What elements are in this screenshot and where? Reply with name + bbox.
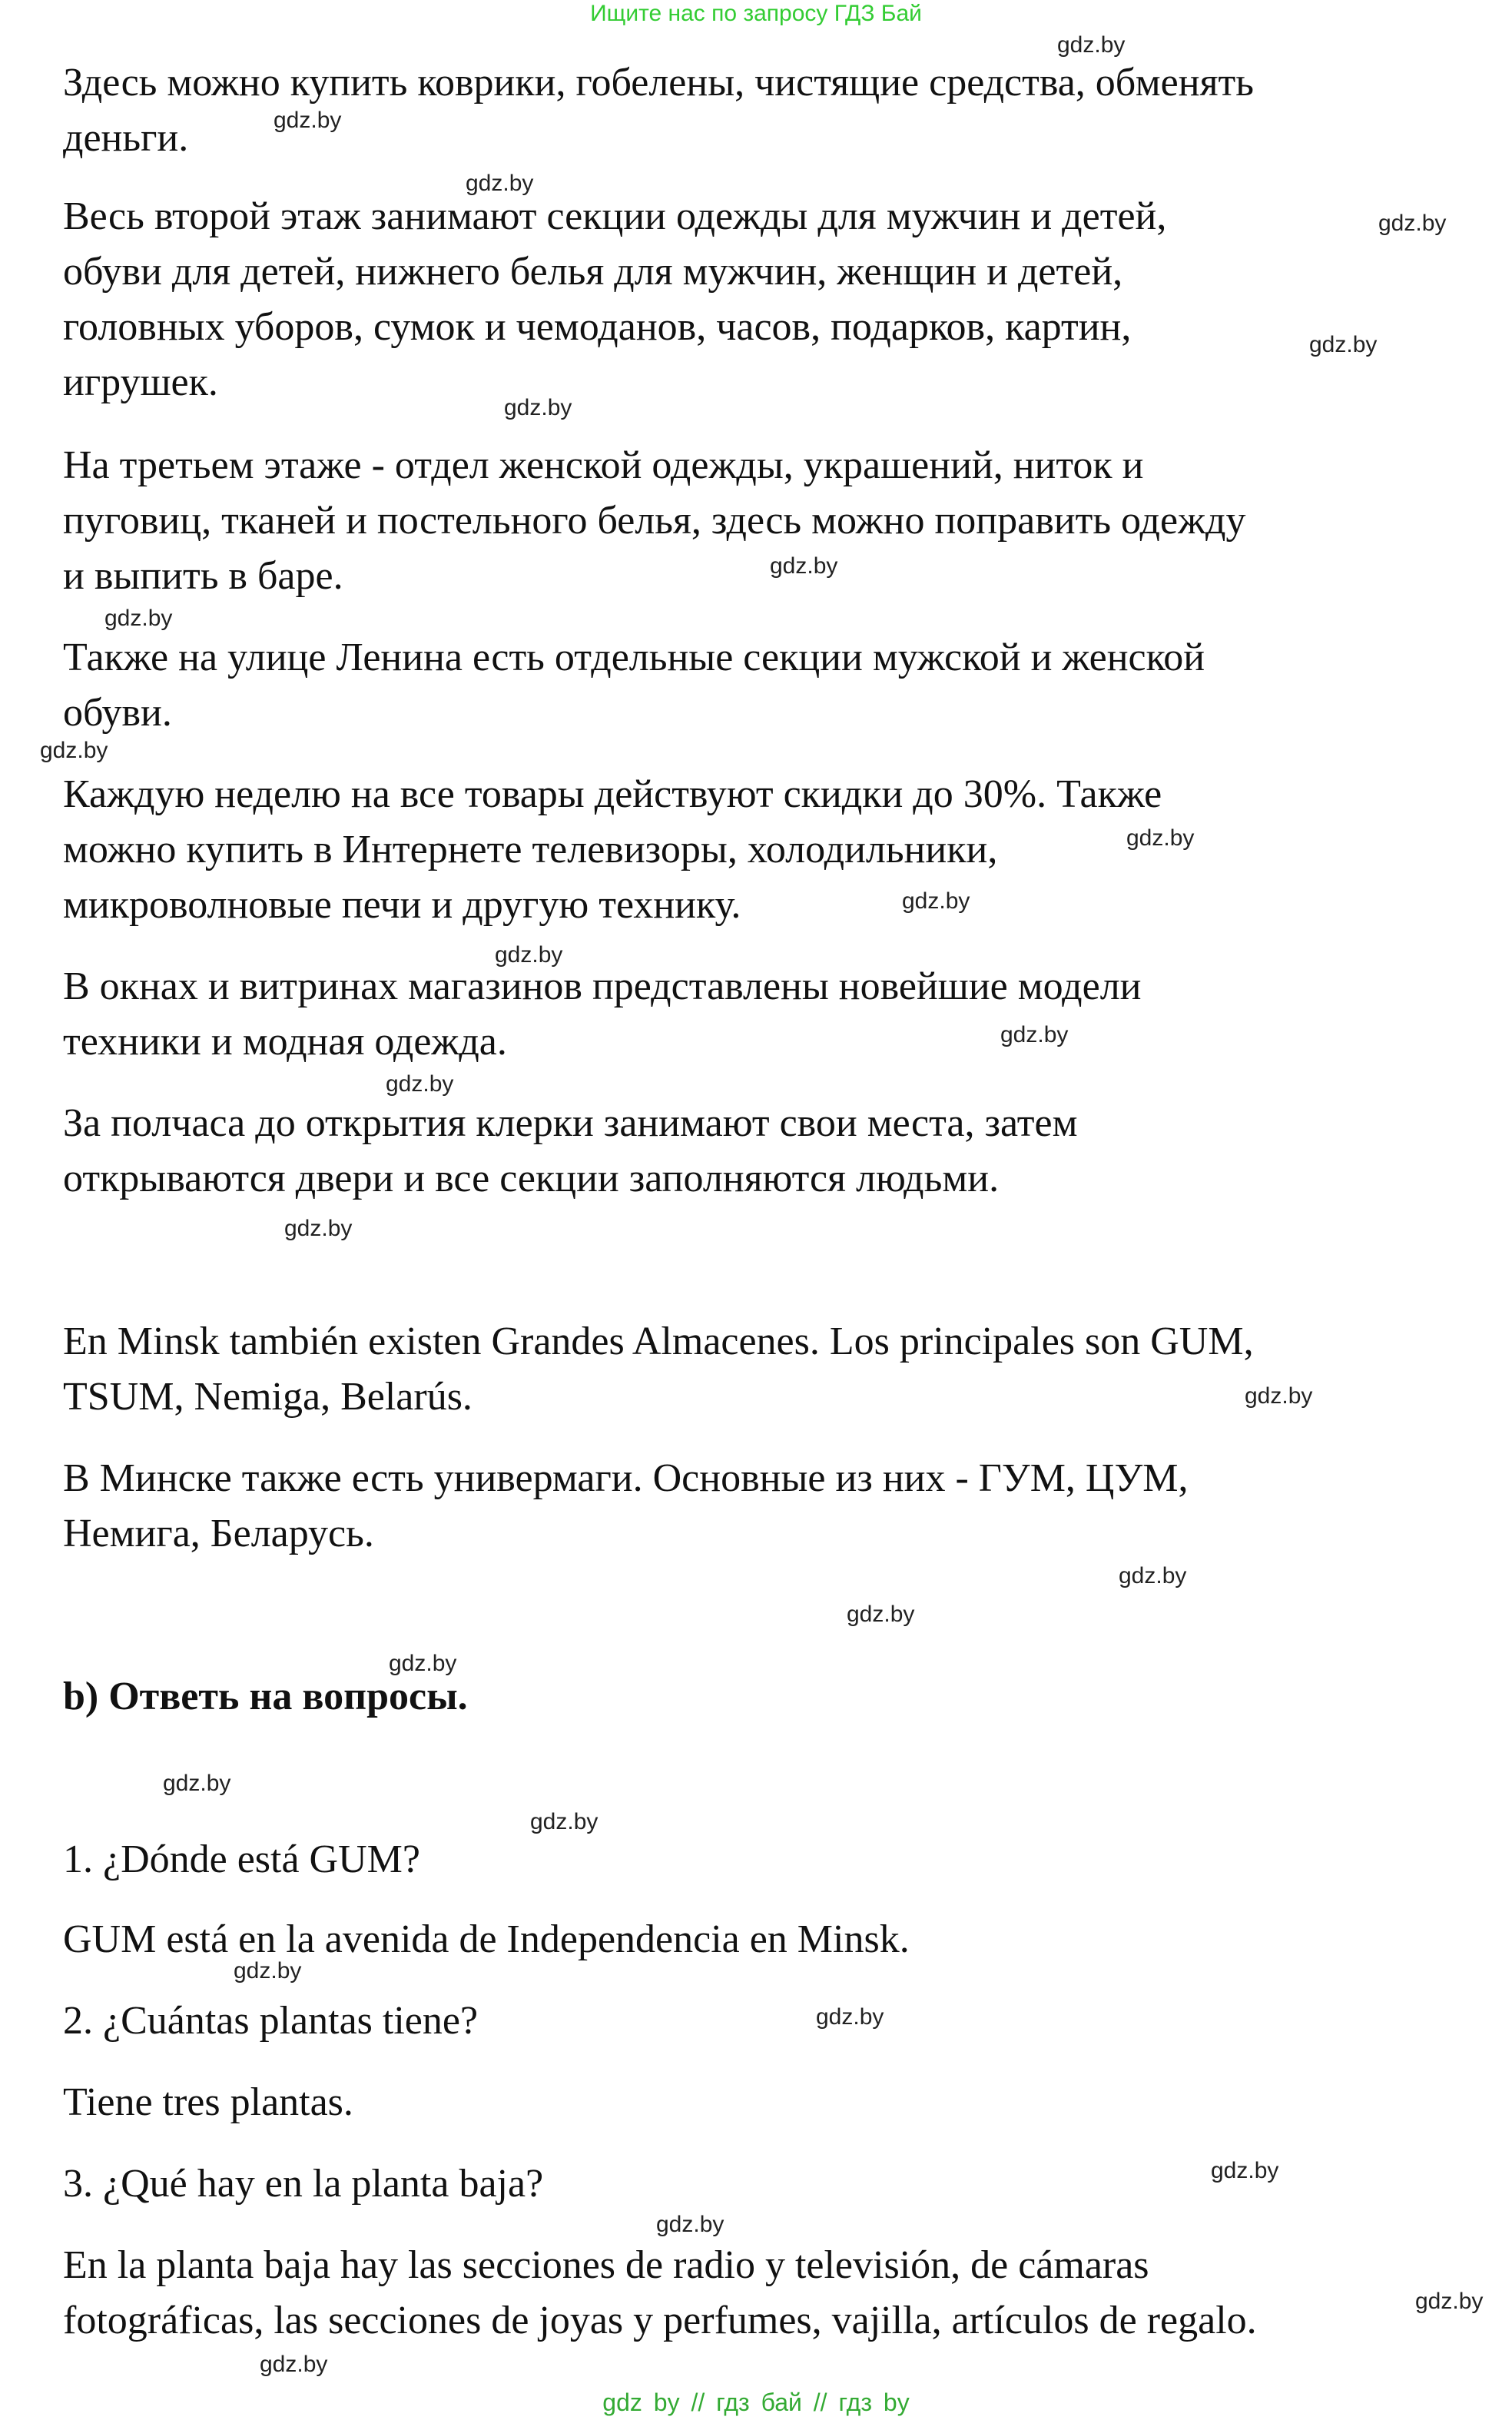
footer-watermark: gdz by // гдз бай // гдз by	[602, 2389, 910, 2416]
watermark: gdz.by	[1126, 825, 1195, 851]
text-line: В Минске также есть универмаги. Основные из них - ГУМ, ЦУМ,	[63, 1456, 1189, 1500]
watermark: gdz.by	[1000, 1022, 1069, 1047]
answer-2	[63, 2075, 1431, 2130]
watermark: gdz.by	[466, 171, 534, 196]
paragraph-7	[63, 1096, 1431, 1207]
watermark: gdz.by	[495, 942, 563, 968]
text-line: На третьем этаже - отдел женской одежды, украшений, ниток и	[63, 443, 1144, 487]
text-line: и выпить в баре.	[63, 554, 343, 598]
text-line: пуговиц, тканей и постельного белья, здесь можно поправить одежду	[63, 499, 1246, 543]
paragraph-spanish-minsk	[63, 1314, 1431, 1425]
watermark: gdz.by	[389, 1651, 457, 1676]
text-line: fotográficas, las secciones de joyas y perfumes, vajilla, artículos de regalo.	[63, 2299, 1257, 2342]
watermark: gdz.by	[816, 2004, 884, 2030]
text-line: En Minsk también existen Grandes Almacenes. Los principales son GUM,	[63, 1320, 1254, 1363]
question-1: 1. ¿Dónde está GUM?	[63, 1837, 420, 1881]
answer-3	[63, 2238, 1431, 2349]
text-line: Также на улице Ленина есть отдельные секции мужской и женской	[63, 636, 1205, 679]
watermark: gdz.by	[234, 1958, 302, 1984]
text-line: головных уборов, сумок и чемоданов, часов, подарков, картин,	[63, 305, 1132, 349]
watermark: gdz.by	[770, 553, 838, 579]
top-banner: Ищите нас по запросу ГДЗ Бай	[590, 1, 922, 26]
question-2: 2. ¿Cuántas plantas tiene?	[63, 1999, 479, 2043]
watermark: gdz.by	[847, 1602, 915, 1627]
watermark: gdz.by	[40, 738, 108, 763]
text-line: можно купить в Интернете телевизоры, холодильники,	[63, 828, 998, 871]
text-line: игрушек.	[63, 360, 218, 404]
paragraph-russian-minsk	[63, 1451, 1431, 1562]
paragraph-5	[63, 767, 1431, 933]
watermark: gdz.by	[1211, 2158, 1279, 2183]
watermark: gdz.by	[902, 888, 970, 914]
text-line: GUM está en la avenida de Independencia en Minsk.	[63, 1917, 910, 1961]
text-line: Весь второй этаж занимают секции одежды для мужчин и детей,	[63, 194, 1167, 238]
watermark: gdz.by	[1119, 1563, 1187, 1588]
text-line: обуви.	[63, 691, 172, 735]
watermark: gdz.by	[504, 395, 572, 420]
watermark: gdz.by	[1245, 1383, 1313, 1409]
text-line: Немига, Беларусь.	[63, 1512, 374, 1555]
watermark: gdz.by	[530, 1809, 598, 1834]
watermark: gdz.by	[1057, 32, 1126, 58]
watermark: gdz.by	[274, 108, 342, 133]
paragraph-1	[63, 55, 1431, 166]
watermark: gdz.by	[656, 2212, 724, 2237]
text-line: техники и модная одежда.	[63, 1020, 507, 1064]
watermark: gdz.by	[386, 1071, 454, 1097]
watermark: gdz.by	[163, 1771, 231, 1796]
text-line: обуви для детей, нижнего белья для мужчин, женщин и детей,	[63, 250, 1123, 294]
paragraph-4	[63, 630, 1431, 741]
watermark: gdz.by	[1378, 211, 1447, 236]
text-line: Tiene tres plantas.	[63, 2080, 353, 2124]
text-line: деньги.	[63, 116, 189, 160]
text-line: микроволновые печи и другую технику.	[63, 883, 741, 927]
text-line: В окнах и витринах магазинов представлены новейшие модели	[63, 964, 1142, 1008]
watermark: gdz.by	[284, 1216, 353, 1241]
paragraph-2	[63, 189, 1431, 410]
text-line: TSUM, Nemiga, Belarús.	[63, 1375, 472, 1419]
text-line: открываются двери и все секции заполняются людьми.	[63, 1157, 1000, 1200]
text-line: En la planta baja hay las secciones de radio y televisión, de cámaras	[63, 2243, 1149, 2287]
section-heading: b) Ответь на вопросы.	[63, 1675, 468, 1718]
paragraph-3	[63, 438, 1431, 604]
text-line: За полчаса до открытия клерки занимают свои места, затем	[63, 1101, 1078, 1145]
text-line: Каждую неделю на все товары действуют скидки до 30%. Также	[63, 772, 1162, 816]
question-3: 3. ¿Qué hay en la planta baja?	[63, 2162, 544, 2206]
watermark: gdz.by	[1415, 2289, 1484, 2314]
watermark: gdz.by	[260, 2352, 328, 2377]
text-line: Здесь можно купить коврики, гобелены, чистящие средства, обменять	[63, 61, 1254, 105]
paragraph-6	[63, 959, 1431, 1070]
watermark: gdz.by	[104, 606, 173, 631]
watermark: gdz.by	[1309, 332, 1378, 357]
